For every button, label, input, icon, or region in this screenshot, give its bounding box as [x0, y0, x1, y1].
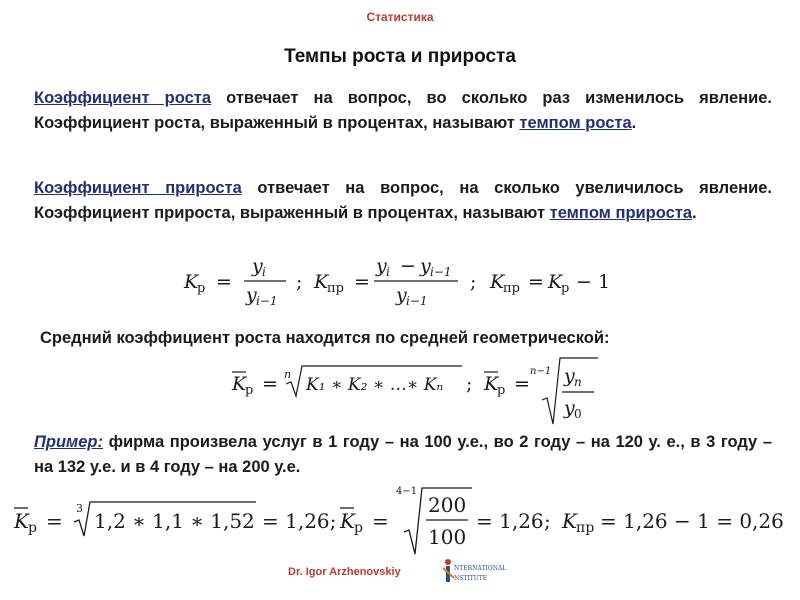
formula2-num-sub: n: [574, 375, 582, 389]
root-index-4: 4−1: [396, 486, 418, 497]
svg-text:=: =: [372, 509, 389, 533]
paragraph-example: [34, 430, 772, 480]
formula-semicolon: ;: [470, 271, 477, 293]
formula2-den: y: [564, 397, 575, 419]
term-growth-rate: темпом роста: [519, 114, 632, 132]
svg-text:р: р: [354, 520, 363, 536]
svg-text:=: =: [514, 373, 530, 395]
footer-author: Dr. Igor Arzhenovskiy: [288, 566, 401, 578]
term-increment-coefficient: Коэффициент прироста: [34, 179, 242, 197]
formula-num2b-sub: i−1: [430, 265, 452, 279]
svg-text:K: K: [562, 509, 577, 533]
example-text: фирма произвела услуг в 1 году – на 100 у.е., во 2 году – на 120 у. е., в 3 году – на 132 у.е. и в 4 году – на 200 у.е.: [34, 433, 772, 476]
paragraph-average-growth: Средний коэффициент роста находится по средней геометрической:: [40, 329, 610, 347]
formula-num2b: y: [420, 255, 431, 277]
example-label: Пример:: [34, 433, 103, 451]
result-2: = 1,26: [476, 509, 544, 533]
formula-num2-sub: i: [386, 265, 390, 279]
paragraph-end: .: [631, 114, 637, 132]
formula-kpr-sub: пр: [503, 281, 520, 296]
svg-text:=: =: [262, 373, 278, 395]
formula-minus-one: − 1: [576, 271, 611, 293]
formula-coefficients: [180, 252, 620, 312]
institute-logo: [440, 556, 520, 586]
kpr-result: = 1,26 − 1 = 0,26: [600, 509, 784, 533]
svg-text:=: =: [46, 509, 63, 533]
formula-num2: y: [376, 255, 387, 277]
root-index: n: [284, 368, 292, 381]
svg-text:;: ;: [466, 373, 473, 395]
root-index-2: n−1: [530, 366, 552, 377]
term-growth-coefficient: Коэффициент роста: [34, 89, 212, 107]
paragraph-text: отвечает на вопрос, во сколько раз изменилось явление. Коэффициент роста, выраженный в процентах, называют: [34, 89, 772, 132]
result-1: = 1,26;: [262, 509, 337, 533]
example-num: 200: [428, 493, 467, 517]
formula-kp-sub: р: [197, 281, 206, 296]
formula-num1-sub: i: [262, 265, 266, 279]
formula-den2: y: [396, 284, 407, 306]
formula-semicolon: ;: [296, 271, 303, 293]
paragraph-growth-coefficient: [34, 86, 772, 136]
paragraph-text: отвечает на вопрос, на сколько увеличилось явление. Коэффициент прироста, выраженный в процентах, называют: [34, 179, 772, 222]
formula2-num: y: [564, 365, 575, 387]
svg-text:пр: пр: [576, 520, 595, 536]
formula-eq: =: [216, 271, 232, 293]
logo-line2: NSTITUTE: [454, 575, 488, 582]
svg-text:K: K: [340, 509, 355, 533]
formula-example-calc: [10, 484, 794, 556]
formula-den2-sub: i−1: [406, 294, 428, 308]
formula2-den-sub: 0: [574, 407, 582, 421]
svg-text:K: K: [14, 509, 29, 533]
svg-text:;: ;: [544, 509, 551, 533]
formula-kpr-sub: пр: [327, 281, 344, 296]
paragraph-end: .: [692, 204, 697, 222]
svg-text:р: р: [245, 383, 254, 398]
formula-minus: −: [400, 255, 416, 277]
svg-text:K: K: [484, 373, 499, 395]
formula-den1: y: [246, 284, 257, 306]
formula-eq: =: [354, 271, 370, 293]
svg-text:K: K: [232, 373, 247, 395]
example-den: 100: [428, 525, 467, 549]
svg-text:р: р: [497, 383, 506, 398]
formula-kpr: K: [490, 271, 505, 293]
formula-eq: =: [528, 271, 544, 293]
radicand: K₁ ∗ K₂ ∗ …∗ Kₙ: [306, 375, 444, 395]
formula-kp: K: [184, 271, 199, 293]
formula-num1: y: [252, 255, 263, 277]
radicand-values: 1,2 ∗ 1,1 ∗ 1,52: [94, 509, 255, 533]
header-subject: Статистика: [366, 10, 434, 24]
formula-average-growth: [226, 352, 606, 430]
formula-rhs: K: [548, 271, 563, 293]
root-index-3: 3: [76, 502, 83, 515]
formula-den1-sub: i−1: [256, 294, 278, 308]
svg-text:р: р: [28, 520, 37, 536]
page-title: Темпы роста и прироста: [284, 46, 516, 67]
logo-line1: NTERNATIONAL: [454, 565, 507, 572]
paragraph-increment-coefficient: [34, 176, 772, 226]
formula-rhs-sub: р: [561, 281, 570, 296]
term-increment-rate: темпом прироста: [549, 204, 693, 222]
formula-kpr: K: [314, 271, 329, 293]
